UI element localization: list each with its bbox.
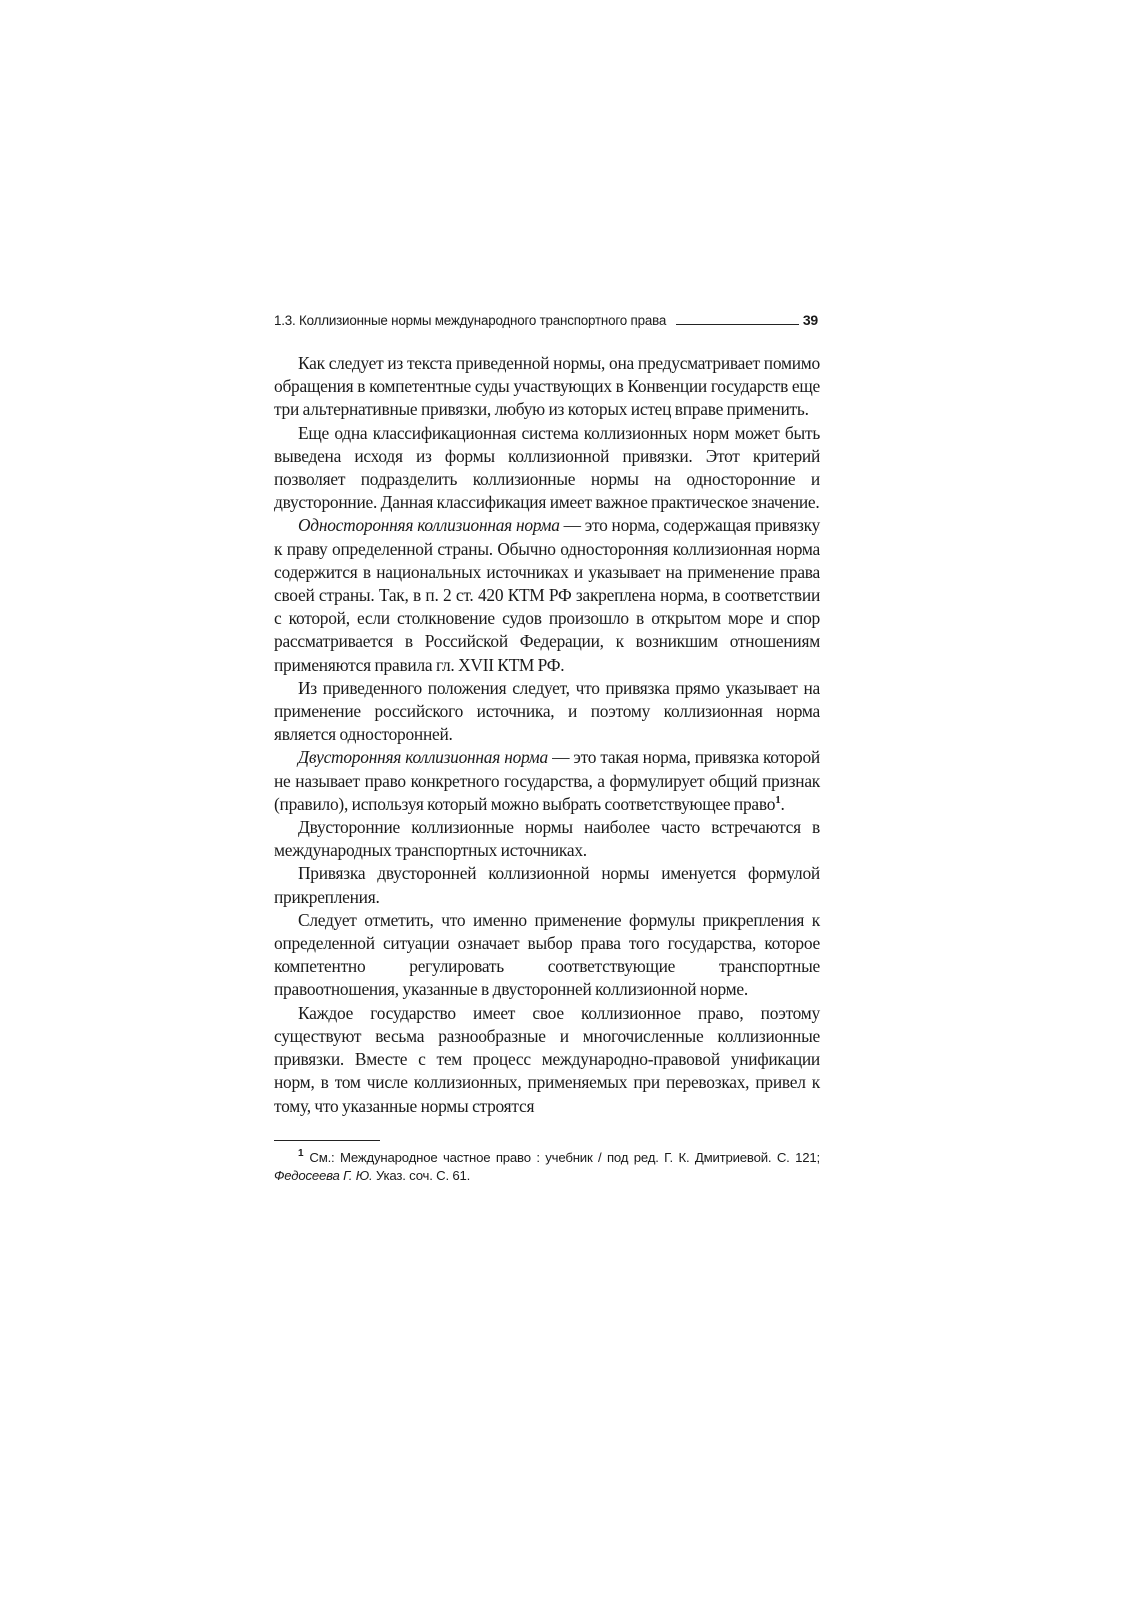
paragraph: Еще одна классификационная система коллизионных норм может быть выведена исходя из формы коллизионной привязки. Этот критерий позволяет подразделить коллизионные нормы на односторонние и двусторонние. Данная классификация имеет важное практическое значение. bbox=[274, 422, 820, 513]
paragraph: Двусторонняя коллизионная норма — это такая норма, привязка которой не называет право конкретного государства, а формулирует общий признак (правило), используя который можно выбрать соответствующее право$^1$. bbox=[274, 747, 820, 814]
paragraph: Каждое государство имеет свое коллизионное право, поэтому существуют весьма разнообразные и многочисленные коллизионные привязки. Вместе с тем процесс международно-правовой унификации норм, в том числе коллизионных, применяемых при перевозках, привел к тому, что указанные нормы строятся bbox=[274, 1002, 820, 1116]
book-page bbox=[274, 306, 820, 1186]
footnote-author: Федосеева Г. Ю. bbox=[274, 1168, 373, 1184]
defined-term: Односторонняя коллизионная норма bbox=[298, 515, 560, 536]
paragraph: Следует отметить, что именно применение формулы прикрепления к определенной ситуации означает выбор права того государства, которое компетентно регулировать соответствующие транспортные правоотношения, указанные в двусторонней коллизионной норме. bbox=[274, 909, 820, 1000]
running-head bbox=[274, 306, 820, 328]
body-text bbox=[274, 352, 820, 1118]
paragraph: Из приведенного положения следует, что привязка прямо указывает на применение российского источника, и поэтому коллизионная норма является односторонней. bbox=[274, 677, 820, 745]
footnote: $^1$ См.: Международное частное право : учебник / под ред. Г. К. Дмитриевой. С. 121; Федосеева Г. Ю. Указ. соч. С. 61. bbox=[274, 1148, 820, 1184]
paragraph: Привязка двусторонней коллизионной нормы именуется формулой прикрепления. bbox=[274, 863, 820, 907]
paragraph: Как следует из текста приведенной нормы, она предусматривает помимо обращения в компетентные суды участвующих в Конвенции государств еще три альтернативные привязки, любую из которых истец вправе применить. bbox=[274, 353, 820, 420]
footnote-reference: 1 bbox=[775, 794, 781, 807]
paragraph: Двусторонние коллизионные нормы наиболее часто встречаются в международных транспортных источниках. bbox=[274, 817, 820, 861]
paragraph: Односторонняя коллизионная норма — это норма, содержащая привязку к праву определенной страны. Обычно односторонняя коллизионная норма содержится в национальных источниках и указывает на применение права своей страны. Так, в п. 2 ст. 420 КТМ РФ закреплена норма, в соответствии с которой, если столкновение судов произошло в открытом море и спор рассматривается в Российской Федерации, к возникшим отношениям применяются правила гл. XVII КТМ РФ. bbox=[274, 515, 820, 675]
running-head-title: 1.3. Коллизионные нормы международного транспортного права bbox=[274, 313, 667, 328]
running-head-rule bbox=[676, 324, 799, 325]
footnote-mark: 1 bbox=[298, 1148, 304, 1160]
footnote-divider bbox=[274, 1140, 380, 1141]
defined-term: Двусторонняя коллизионная норма bbox=[298, 747, 548, 768]
page-number: 39 bbox=[802, 312, 818, 328]
